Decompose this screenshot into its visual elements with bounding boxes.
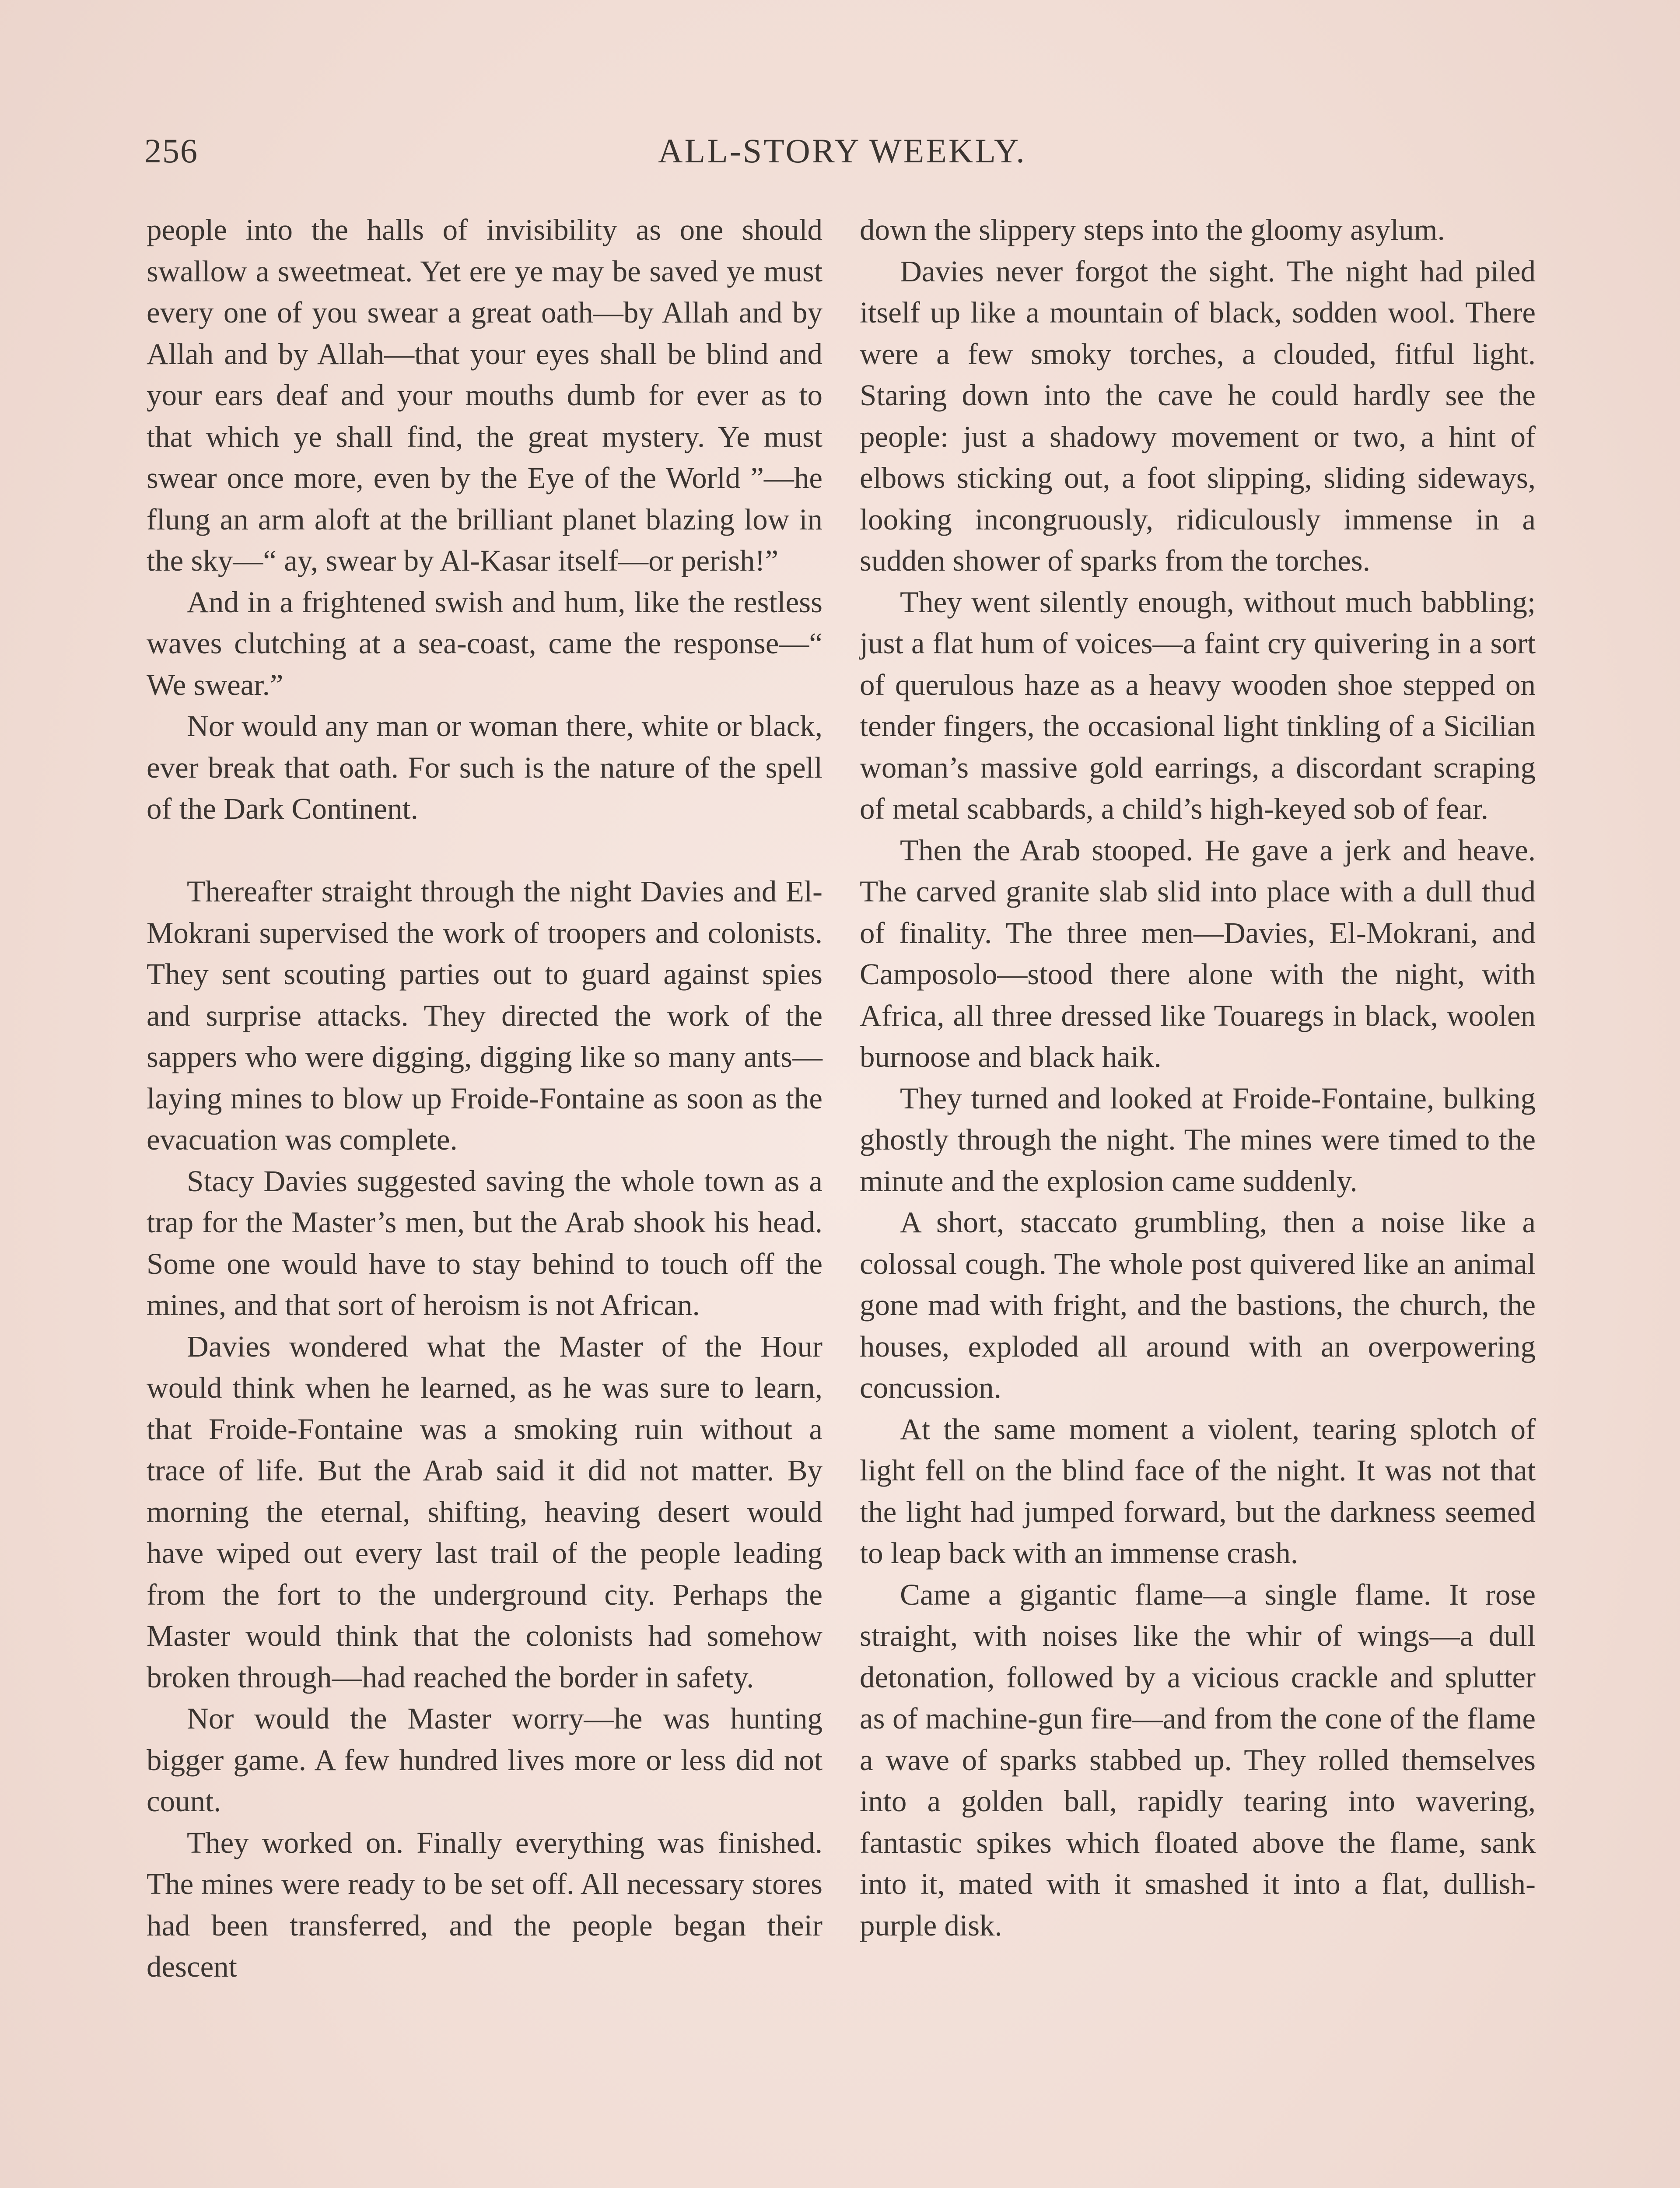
page-number: 256	[144, 132, 198, 170]
paragraph: Nor would any man or woman there, white or black, ever break that oath. For such is the nature of the spell of the Dark Continent.	[147, 709, 822, 825]
paragraph: They turned and looked at Froide-Fontaine, bulking ghostly through the night. The mines were timed to the minute and the explosion came suddenly.	[860, 1081, 1536, 1198]
paragraph: And in a frightened swish and hum, like the restless waves clutching at a sea-coast, came the response—“ We swear.”	[147, 585, 822, 701]
paragraph: Nor would the Master worry—he was hunting bigger game. A few hundred lives more or less did not count.	[147, 1702, 822, 1818]
paragraph: Then the Arab stooped. He gave a jerk and heave. The carved granite slab slid into place with a dull thud of finality. The three men—Davies, El-Mokrani, and Camposolo—stood there alone with the night, with Africa, all three dressed like Touaregs in black, woolen burnoose and black haik.	[860, 833, 1536, 1073]
page-header	[144, 127, 1540, 179]
paragraph: Stacy Davies suggested saving the whole town as a trap for the Master’s men, but the Arab shook his head. Some one would have to stay behind to touch off the mines, and that sort of heroism is not African.	[147, 1164, 822, 1322]
paragraph: A short, staccato grumbling, then a noise like a colossal cough. The whole post quivered like an animal gone mad with fright, and the bastions, the church, the houses, exploded all around with an overpowering concussion.	[860, 1206, 1536, 1404]
paragraph: They worked on. Finally everything was finished. The mines were ready to be set off. All necessary stores had been transferred, and the people began their descent	[147, 1826, 822, 1983]
right-text-column	[860, 209, 1536, 1946]
paragraph: At the same moment a violent, tearing splotch of light fell on the blind face of the night. It was not that the light had jumped forward, but the darkness seemed to leap back with an immense crash.	[860, 1412, 1536, 1570]
running-title: ALL-STORY WEEKLY.	[658, 132, 1026, 170]
paragraph: people into the halls of invisibility as one should swallow a sweetmeat. Yet ere ye may be saved ye must every one of you swear a great oath—by Allah and by Allah and by Allah—that your eyes shall be blind and your ears deaf and your mouths dumb for ever as to that which ye shall find, the great mystery. Ye must swear once more, even by the Eye of the World ”—he flung an arm aloft at the brilliant planet blazing low in the sky—“ ay, swear by Al-Kasar itself—or perish!”	[147, 213, 822, 577]
paragraph: Davies never forgot the sight. The night had piled itself up like a mountain of black, sodden wool. There were a few smoky torches, a clouded, fitful light. Staring down into the cave he could hardly see the people: just a shadowy movement or two, a hint of elbows sticking out, a foot slipping, sliding sideways, looking incongruously, ridiculously immense in a sudden shower of sparks from the torches.	[860, 254, 1536, 577]
paragraph: Davies wondered what the Master of the Hour would think when he learned, as he was sure to learn, that Froide-Fontaine was a smoking ruin without a trace of life. But the Arab said it did not matter. By morning the eternal, shifting, heaving desert would have wiped out every last trail of the people leading from the fort to the underground city. Perhaps the Master would think that the colonists had somehow broken through—had reached the border in safety.	[147, 1329, 822, 1694]
paragraph: They went silently enough, without much babbling; just a flat hum of voices—a faint cry quivering in a sort of querulous haze as a heavy wooden shoe stepped on tender fingers, the occasional light tinkling of a Sicilian woman’s massive gold earrings, a discordant scraping of metal scabbards, a child’s high-keyed sob of fear.	[860, 585, 1536, 825]
left-text-column	[147, 209, 822, 1988]
paragraph: Came a gigantic flame—a single flame. It rose straight, with noises like the whir of wings—a dull detonation, followed by a vicious crackle and splutter as of machine-gun fire—and from the cone of the flame a wave of sparks stabbed up. They rolled themselves into a golden ball, rapidly tearing into wavering, fantastic spikes which floated above the flame, sank into it, mated with it smashed it into a flat, dullish-purple disk.	[860, 1578, 1536, 1942]
paragraph: down the slippery steps into the gloomy asylum.	[860, 213, 1445, 246]
paragraph: Thereafter straight through the night Davies and El-Mokrani supervised the work of troopers and colonists. They sent scouting parties out to guard against spies and surprise attacks. They directed the work of the sappers who were digging, digging like so many ants—laying mines to blow up Froide-Fontaine as soon as the evacuation was complete.	[147, 875, 822, 1156]
